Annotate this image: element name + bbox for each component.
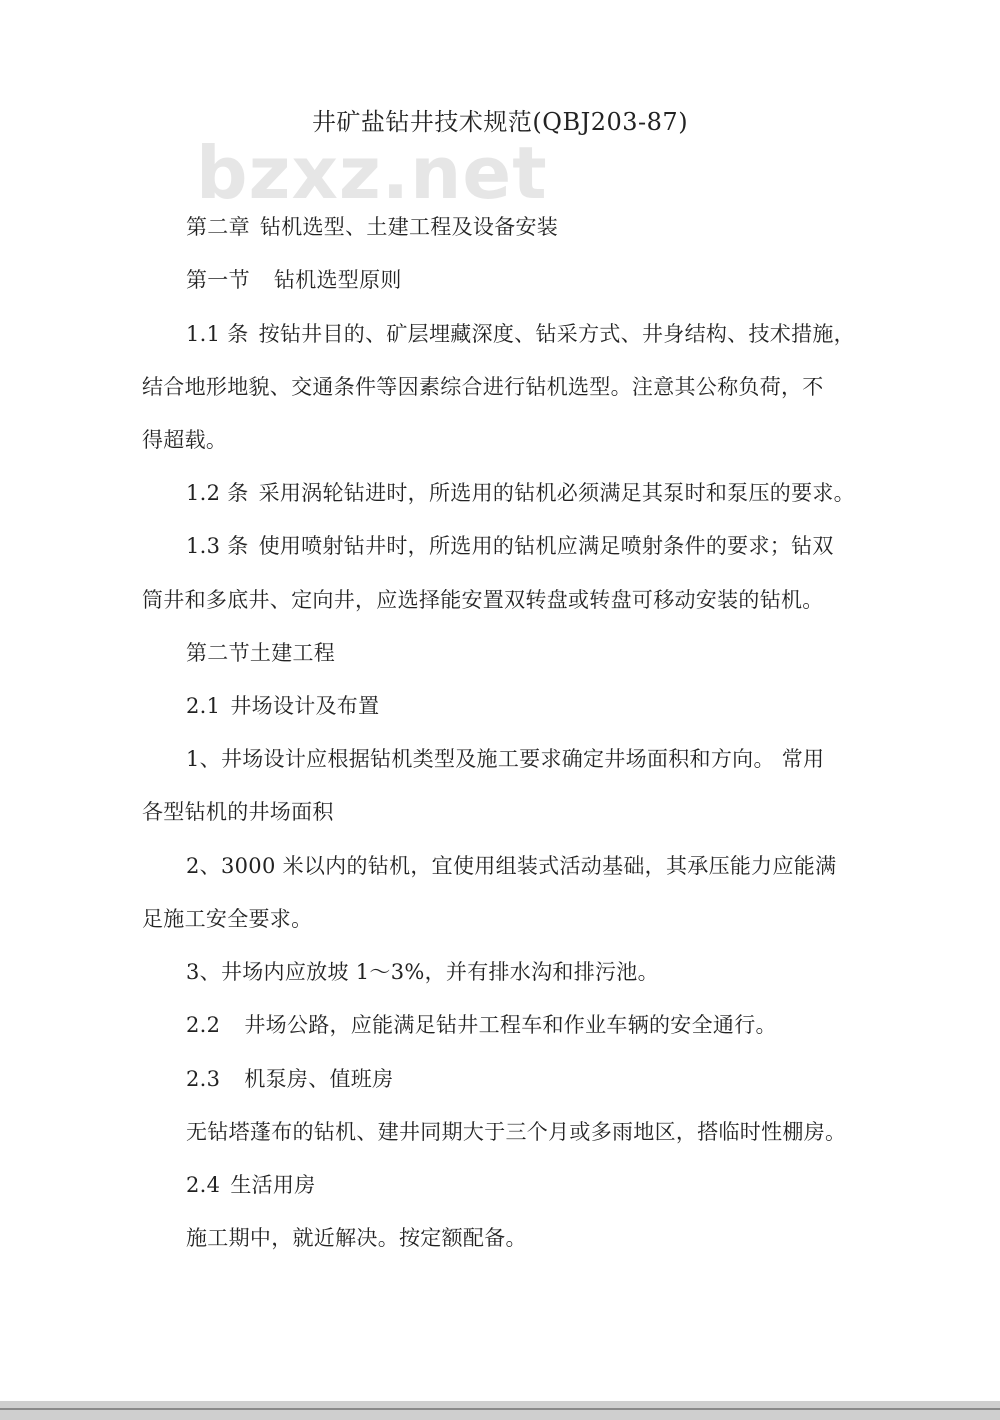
clause-1-3-line-1 bbox=[186, 531, 834, 561]
item-2-4-number: 2.4 bbox=[186, 1173, 221, 1197]
point-1-line-2: 各型钻机的井场面积 bbox=[142, 800, 334, 824]
clause-1-3-line-2: 筒井和多底井、定向井，应选择能安置双转盘或转盘可移动安装的钻机。 bbox=[142, 588, 824, 612]
item-2-3-number: 2.3 bbox=[186, 1067, 221, 1091]
clause-1-1-text: 按钻井目的、矿层埋藏深度、钻采方式、井身结构、技术措施， bbox=[258, 322, 855, 346]
section-1-prefix: 第一节 bbox=[186, 268, 250, 292]
point-3: 3、井场内应放坡 1～3%，并有排水沟和排污池。 bbox=[186, 960, 659, 984]
item-2-4-detail: 施工期中，就近解决。按定额配备。 bbox=[186, 1226, 527, 1250]
item-2-3-detail: 无钻塔蓬布的钻机、建井同期大于三个月或多雨地区，搭临时性棚房。 bbox=[186, 1120, 847, 1144]
point-2-line-2: 足施工安全要求。 bbox=[142, 907, 313, 931]
watermark: bzxz.net bbox=[196, 131, 548, 215]
item-2-2-number: 2.2 bbox=[186, 1013, 221, 1037]
clause-1-1-number: 1.1 条 bbox=[186, 322, 249, 346]
item-2-4-text: 生活用房 bbox=[230, 1173, 316, 1197]
chapter-heading bbox=[186, 212, 558, 242]
item-2-3 bbox=[186, 1064, 393, 1094]
clause-1-2-text: 采用涡轮钻进时，所选用的钻机必须满足其泵时和泵压的要求。 bbox=[258, 481, 855, 505]
item-2-3-text: 机泵房、值班房 bbox=[244, 1067, 394, 1091]
section-heading-2: 第二节土建工程 bbox=[186, 641, 336, 665]
item-2-1-text: 井场设计及布置 bbox=[230, 694, 380, 718]
chapter-prefix: 第二章 bbox=[186, 215, 250, 239]
section-1-text: 钻机选型原则 bbox=[273, 268, 402, 292]
clause-1-2 bbox=[186, 478, 855, 508]
section-heading-1 bbox=[186, 265, 402, 295]
item-2-1-number: 2.1 bbox=[186, 694, 221, 718]
point-2-line-1: 2、3000 米以内的钻机，宜使用组装式活动基础，其承压能力应能满 bbox=[186, 854, 837, 878]
clause-1-1-line-2: 结合地形地貌、交通条件等因素综合进行钻机选型。注意其公称负荷，不 bbox=[142, 375, 824, 399]
document-title: 井矿盐钻井技术规范(QBJ203-87) bbox=[311, 108, 689, 136]
clause-1-3-number: 1.3 条 bbox=[186, 534, 249, 558]
footer-divider bbox=[0, 1408, 1000, 1410]
clause-1-1-line-1 bbox=[186, 319, 855, 349]
point-1-line-1: 1、井场设计应根据钻机类型及施工要求确定井场面积和方向。 常用 bbox=[186, 747, 825, 771]
clause-1-3-text: 使用喷射钻井时，所选用的钻机应满足喷射条件的要求；钻双 bbox=[258, 534, 834, 558]
item-2-1 bbox=[186, 691, 379, 721]
clause-1-1-line-3: 得超载。 bbox=[142, 428, 228, 452]
item-2-4 bbox=[186, 1170, 316, 1200]
footer-bar bbox=[0, 1401, 1000, 1420]
chapter-text: 钻机选型、土建工程及设备安装 bbox=[259, 215, 559, 239]
clause-1-2-number: 1.2 条 bbox=[186, 481, 249, 505]
item-2-2 bbox=[186, 1010, 777, 1040]
item-2-2-text: 井场公路，应能满足钻井工程车和作业车辆的安全通行。 bbox=[244, 1013, 777, 1037]
